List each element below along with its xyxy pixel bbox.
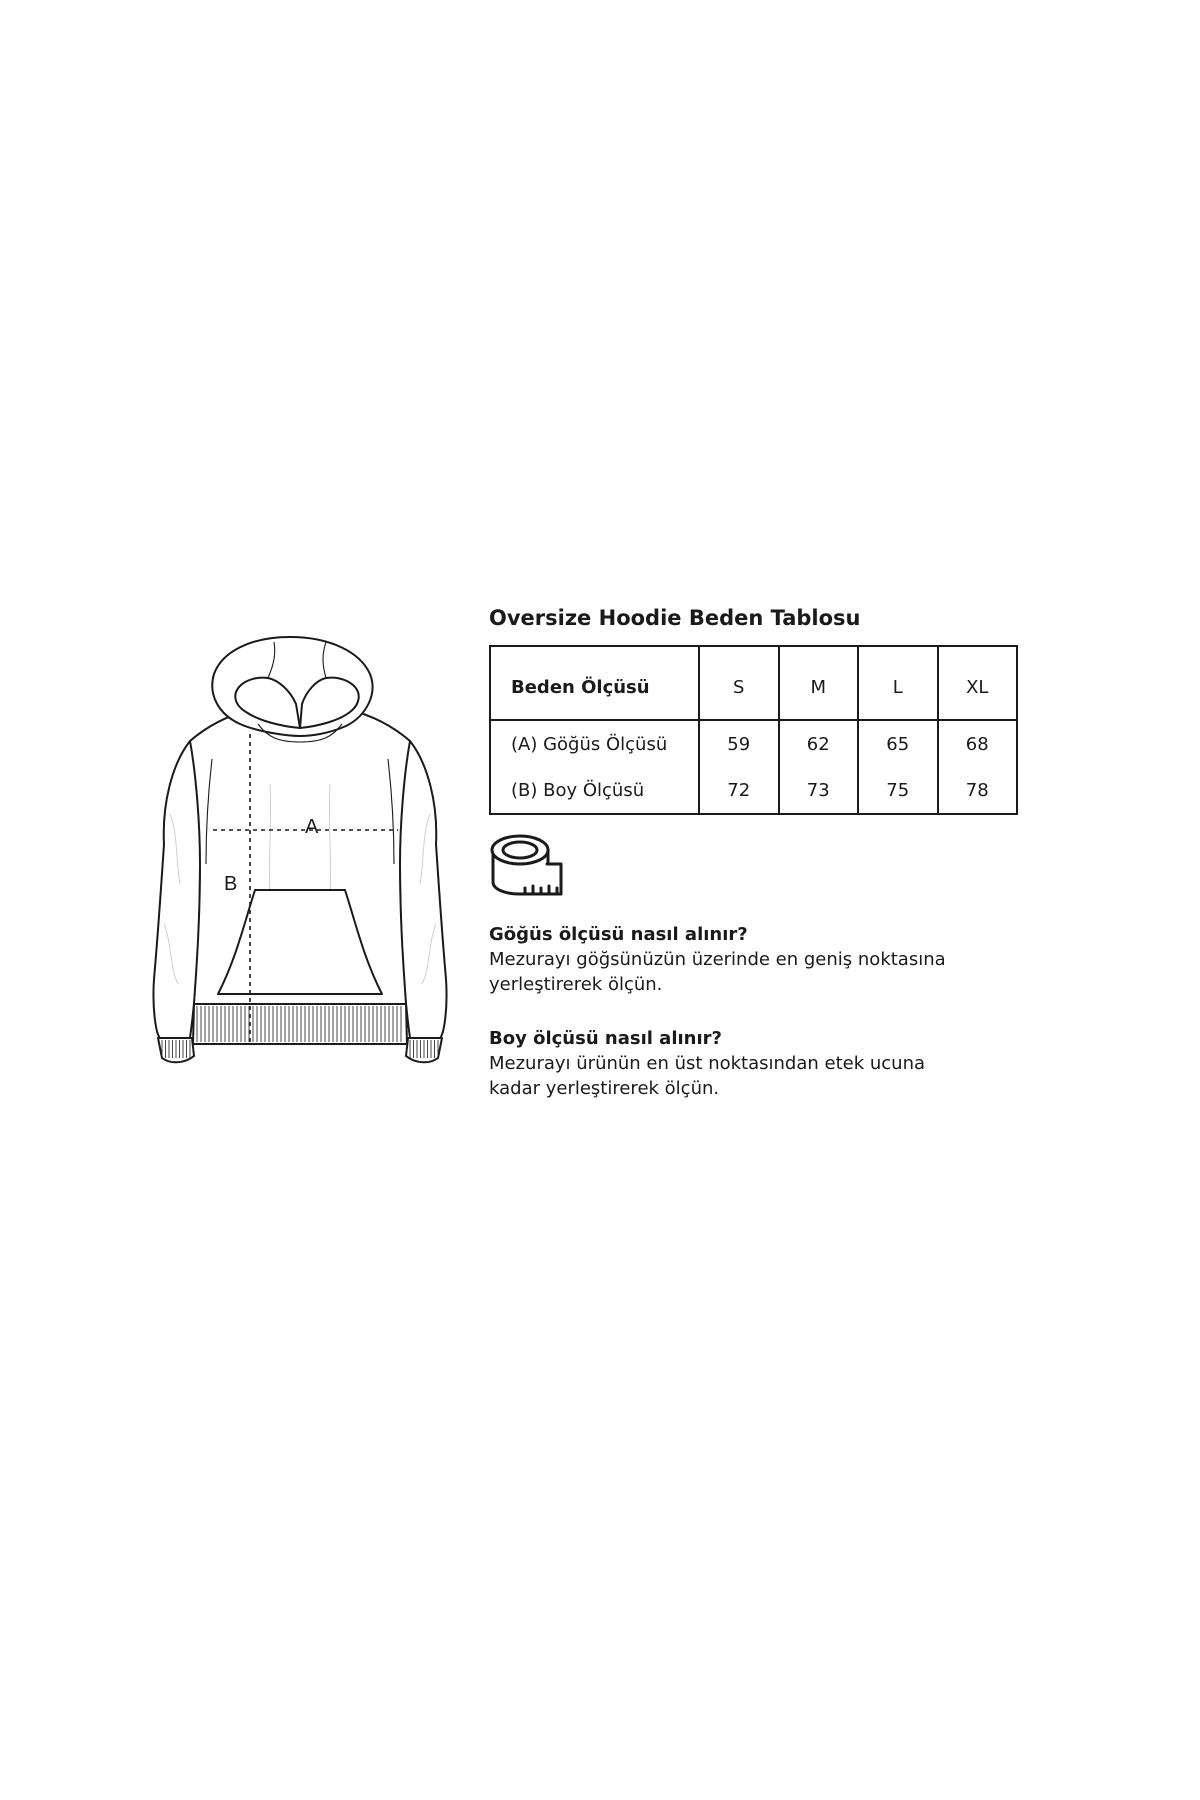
length-instructions xyxy=(489,1026,1009,1101)
table-cell: 73 xyxy=(779,767,859,814)
table-cell: 59 xyxy=(699,720,779,767)
table-row xyxy=(490,767,1017,814)
chest-instructions xyxy=(489,922,1009,997)
table-cell: 72 xyxy=(699,767,779,814)
page-title: Oversize Hoodie Beden Tablosu xyxy=(489,606,861,630)
size-header: XL xyxy=(938,646,1018,720)
row-label: (A) Göğüs Ölçüsü xyxy=(511,733,668,755)
table-cell: 65 xyxy=(858,720,938,767)
size-header: L xyxy=(858,646,938,720)
table-cell: 75 xyxy=(858,767,938,814)
row-label: (B) Boy Ölçüsü xyxy=(511,779,645,801)
chest-instructions-body: Mezurayı göğsünüzün üzerinde en geniş noktasına yerleştirerek ölçün. xyxy=(489,949,946,995)
length-instructions-body: Mezurayı ürünün en üst noktasından etek ucuna kadar yerleştirerek ölçün. xyxy=(489,1053,926,1099)
table-header-row xyxy=(490,646,1017,720)
size-header: M xyxy=(779,646,859,720)
table-cell: 78 xyxy=(938,767,1018,814)
hoodie-diagram xyxy=(150,634,450,1082)
table-cell: 62 xyxy=(779,720,859,767)
length-instructions-heading: Boy ölçüsü nasıl alınır? xyxy=(489,1028,722,1049)
chest-measure-label: A xyxy=(305,816,319,838)
measuring-tape-icon xyxy=(487,830,565,896)
chest-instructions-heading: Göğüs ölçüsü nasıl alınır? xyxy=(489,924,748,945)
table-row xyxy=(490,720,1017,767)
length-measure-label: B xyxy=(224,873,238,895)
table-cell: 68 xyxy=(938,720,1018,767)
size-header: S xyxy=(699,646,779,720)
size-table xyxy=(489,645,1018,815)
header-row-label: Beden Ölçüsü xyxy=(490,646,699,720)
